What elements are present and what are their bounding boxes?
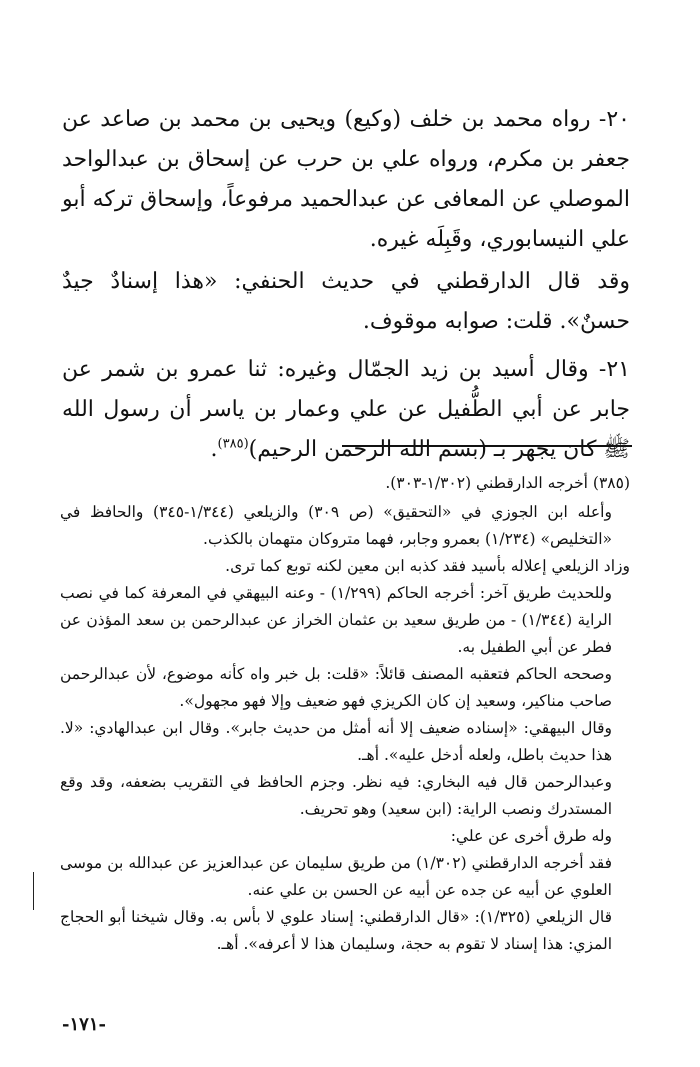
page-number: -١٧١- [62,1014,106,1035]
margin-mark [33,872,34,910]
main-paragraph-20: ٢٠- رواه محمد بن خلف (وكيع) ويحيى بن محمد بن صاعد عن جعفر بن مكرم، ورواه علي بن حرب عن إسحاق بن عبدالواحد الموصلي عن المعافى عن عبدالحميد مرفوعاً، وإسحاق تركه أبو علي النيسابوري، وقَبِلَه غيره. [62,107,630,252]
footnote-paragraph: وزاد الزيلعي إعلاله بأسيد فقد كذبه ابن معين لكنه توبع كما ترى. [225,557,630,575]
main-text [62,100,630,470]
main-paragraph-21 [62,350,630,470]
paragraph-21-text: ٢١- وقال أسيد بن زيد الجمّال وغيره: ثنا عمرو بن شمر عن جابر عن أبي الطُّفيل عن علي وعمار بن ياسر أن رسول الله ﷺ كان يجهر بـ (بسم الله الرحمن الرحيم) [62,357,630,462]
footnote-paragraph: وأعله ابن الجوزي في «التحقيق» (ص ٣٠٩) والزيلعي (١/٣٤٤-٣٤٥) والحافظ في «التخليص» (١/٢٣٤) بعمرو وجابر، فهما متروكان متهمان بالكذب. [60,503,612,548]
footnote-385-heading: (٣٨٥) أخرجه الدارقطني (١/٣٠٢-٣٠٣). [385,474,630,492]
footnote-paragraph: وعبدالرحمن قال فيه البخاري: فيه نظر. وجزم الحافظ في التقريب بضعفه، وقد وقع المستدرك ونصب الراية: (ابن سعيد) وهو تحريف. [60,773,612,818]
main-paragraph-daraqutni-quote: وقد قال الدارقطني في حديث الحنفي: «هذا إسنادٌ جيدٌ حسنٌ». قلت: صوابه موقوف. [62,269,630,334]
footnote-paragraph: وقال البيهقي: «إسناده ضعيف إلا أنه أمثل من حديث جابر». وقال ابن عبدالهادي: «لا. هذا حديث باطل، ولعله أدخل عليه». أهـ. [60,719,612,764]
footnote-reference: (٣٨٥) [217,436,249,452]
footnote-paragraph: وصححه الحاكم فتعقبه المصنف قائلاً: «قلت: بل خبر واه كأنه موضوع، لأن عبدالرحمن صاحب مناكير، وسعيد إن كان الكريزي فهو ضعيف وإلا فهو مجهول». [60,665,612,710]
footnote-paragraph: وله طرق أخرى عن علي: [450,827,612,845]
footnote-separator [342,445,632,447]
footnote-paragraph: وللحديث طريق آخر: أخرجه الحاكم (١/٢٩٩) - وعنه البيهقي في المعرفة كما في نصب الراية (١/٣٤٤) - من طريق سعيد بن عثمان الخراز عن عبدالرحمن بن سعد المؤذن عن فطر عن أبي الطفيل به. [60,584,612,656]
footnote-paragraph: فقد أخرجه الدارقطني (١/٣٠٢) من طريق سليمان عن عبدالعزيز عن عبدالله بن موسى العلوي عن أبيه عن جده عن أبيه عن الحسن بن علي عنه. [60,854,612,899]
footnote-paragraph: قال الزيلعي (١/٣٢٥): «قال الدارقطني: إسناد علوي لا بأس به. وقال شيخنا أبو الحجاج المزي: هذا إسناد لا تقوم به حجة، وسليمان هذا لا أعرفه». أهـ. [60,908,612,953]
paragraph-21-end: . [210,437,218,462]
footnotes [60,470,630,958]
